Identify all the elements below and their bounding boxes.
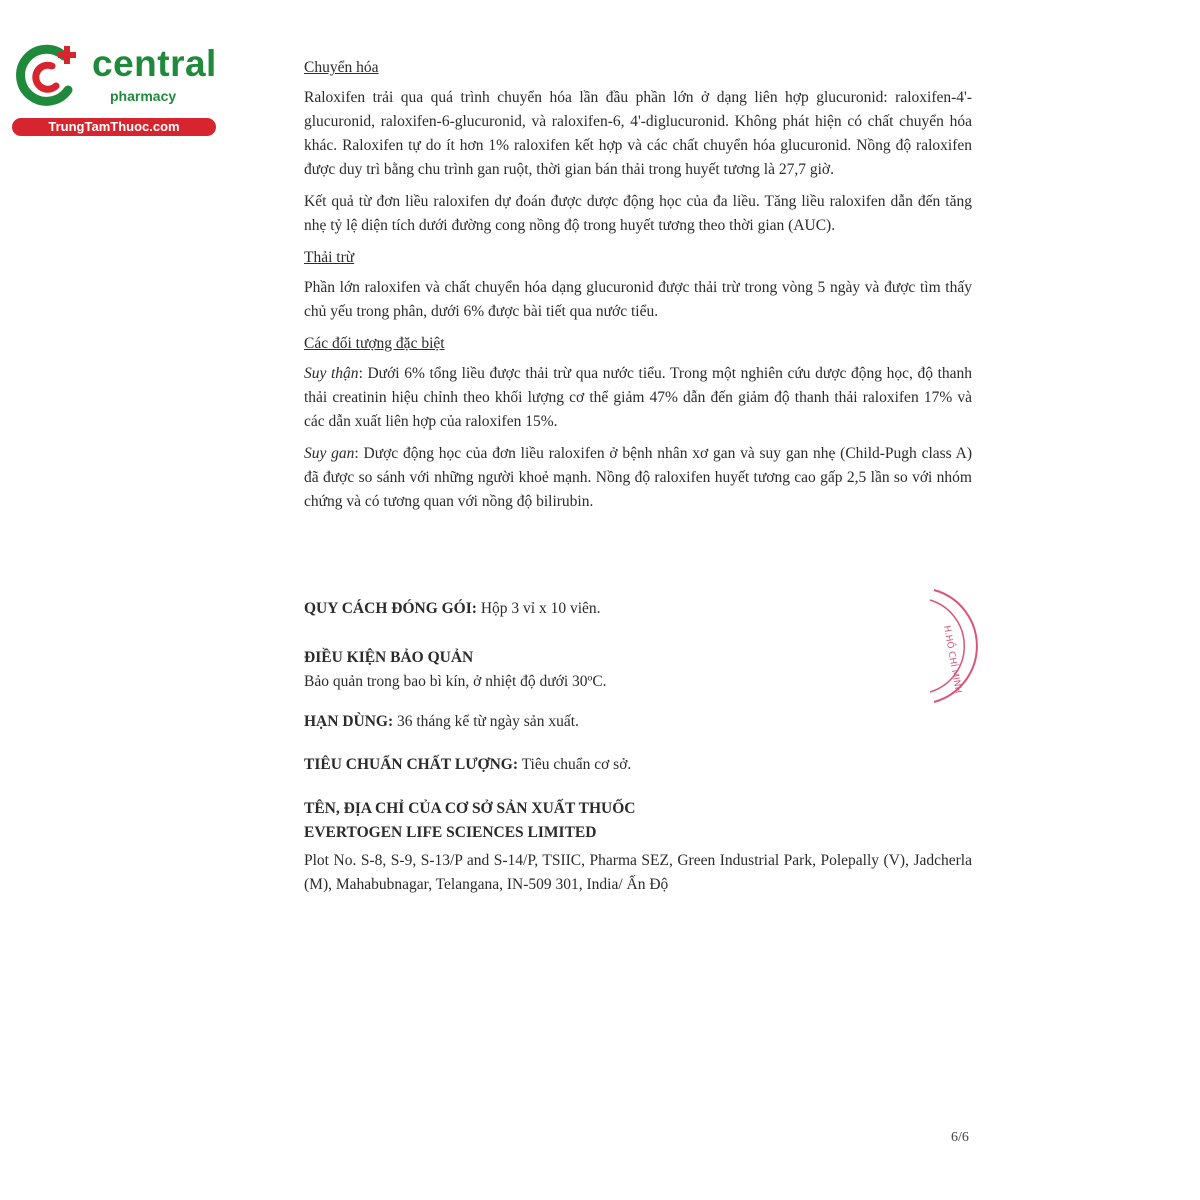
hepatic-paragraph: [304, 442, 972, 514]
quality-section: [304, 753, 984, 777]
hepatic-text: : Dược động học của đơn liều raloxifen ở bệnh nhân xơ gan và suy gan nhẹ (Child-Pugh class A) đã được so sánh với những người khoẻ mạnh. Nồng độ raloxifen huyết tương cao gấp 2,5 lần so với nhóm chứng và có tương quan với nồng độ bilirubin.: [304, 445, 972, 510]
storage-label: ĐIỀU KIỆN BẢO QUẢN: [304, 649, 474, 666]
packaging-label: QUY CÁCH ĐÓNG GÓI:: [304, 600, 477, 617]
central-pharmacy-logo: [8, 36, 218, 136]
renal-text: : Dưới 6% tổng liều được thải trừ qua nước tiểu. Trong một nghiên cứu dược động học, độ thanh thải creatinin hiệu chỉnh theo khối lượng cơ thể giảm 47% dẫn đến giảm độ thanh thải raloxifen 17% và các dẫn xuất liên hợp của raloxifen 15%.: [304, 365, 973, 430]
logo-site-badge: TrungTamThuoc.com: [12, 118, 216, 136]
stamp-seal-icon: [928, 586, 978, 706]
manufacturer-address: Plot No. S-8, S-9, S-13/P and S-14/P, TSIIC, Pharma SEZ, Green Industrial Park, Polepally (V), Jadcherla (M), Mahabubnagar, Telangana, IN-509 301, India/ Ấn Độ: [304, 852, 972, 893]
hepatic-label: Suy gan: [304, 445, 355, 462]
logo-sub-text: pharmacy: [110, 88, 177, 104]
manufacturer-name: EVERTOGEN LIFE SCIENCES LIMITED: [304, 824, 597, 841]
logo-brand-text: central: [92, 43, 217, 84]
renal-label: Suy thận: [304, 365, 359, 382]
metabolism-paragraph-2: Kết quả từ đơn liều raloxifen dự đoán được dược động học của đa liều. Tăng liều raloxifen dẫn đến tăng nhẹ tỷ lệ diện tích dưới đường cong nồng độ trong huyết tương theo thời gian (AUC).: [304, 193, 972, 234]
metabolism-paragraph-1: Raloxifen trải qua quá trình chuyển hóa lần đầu phần lớn ở dạng liên hợp glucuronid: raloxifen-4'-glucuronid, raloxifen-6-glucuronid, và raloxifen-6, 4'-diglucuronid. Không phát hiện có chất chuyển hóa khác. Raloxifen tự do ít hơn 1% raloxifen kết hợp và các chất chuyển hóa glucuronid. Nồng độ raloxifen được duy trì bằng chu trình gan ruột, thời gian bán thải trong huyết tương là 27,7 giờ.: [304, 89, 972, 178]
shelf-life-section: [304, 710, 984, 734]
heading-metabolism: Chuyển hóa: [304, 59, 379, 76]
document-body: [304, 56, 972, 522]
elimination-paragraph: Phần lớn raloxifen và chất chuyển hóa dạng glucuronid được thải trừ trong vòng 5 ngày và được tìm thấy chủ yếu trong phân, dưới 6% được bài tiết qua nước tiểu.: [304, 279, 972, 320]
heading-special-populations: Các đối tượng đặc biệt: [304, 335, 445, 352]
renal-paragraph: [304, 362, 972, 434]
shelf-value: 36 tháng kể từ ngày sản xuất.: [393, 713, 579, 730]
shelf-label: HẠN DÙNG:: [304, 713, 394, 730]
quality-label: TIÊU CHUẨN CHẤT LƯỢNG:: [304, 756, 519, 773]
storage-value: Bảo quản trong bao bì kín, ở nhiệt độ dưới 30ºC.: [304, 673, 607, 690]
storage-section: [304, 646, 984, 694]
quality-value: Tiêu chuẩn cơ sở.: [518, 756, 632, 773]
packaging-value: Hộp 3 vỉ x 10 viên.: [476, 600, 601, 617]
manufacturer-label: TÊN, ĐỊA CHỈ CỦA CƠ SỞ SẢN XUẤT THUỐC: [304, 800, 636, 817]
manufacturer-section: [304, 797, 972, 897]
heading-elimination: Thải trừ: [304, 249, 355, 266]
packaging-section: [304, 597, 984, 621]
page-number: 6/6: [951, 1130, 969, 1145]
central-logo-icon: [12, 40, 84, 112]
svg-text:H.HỒ CHÍ MINH: H.HỒ CHÍ MINH: [941, 624, 963, 695]
